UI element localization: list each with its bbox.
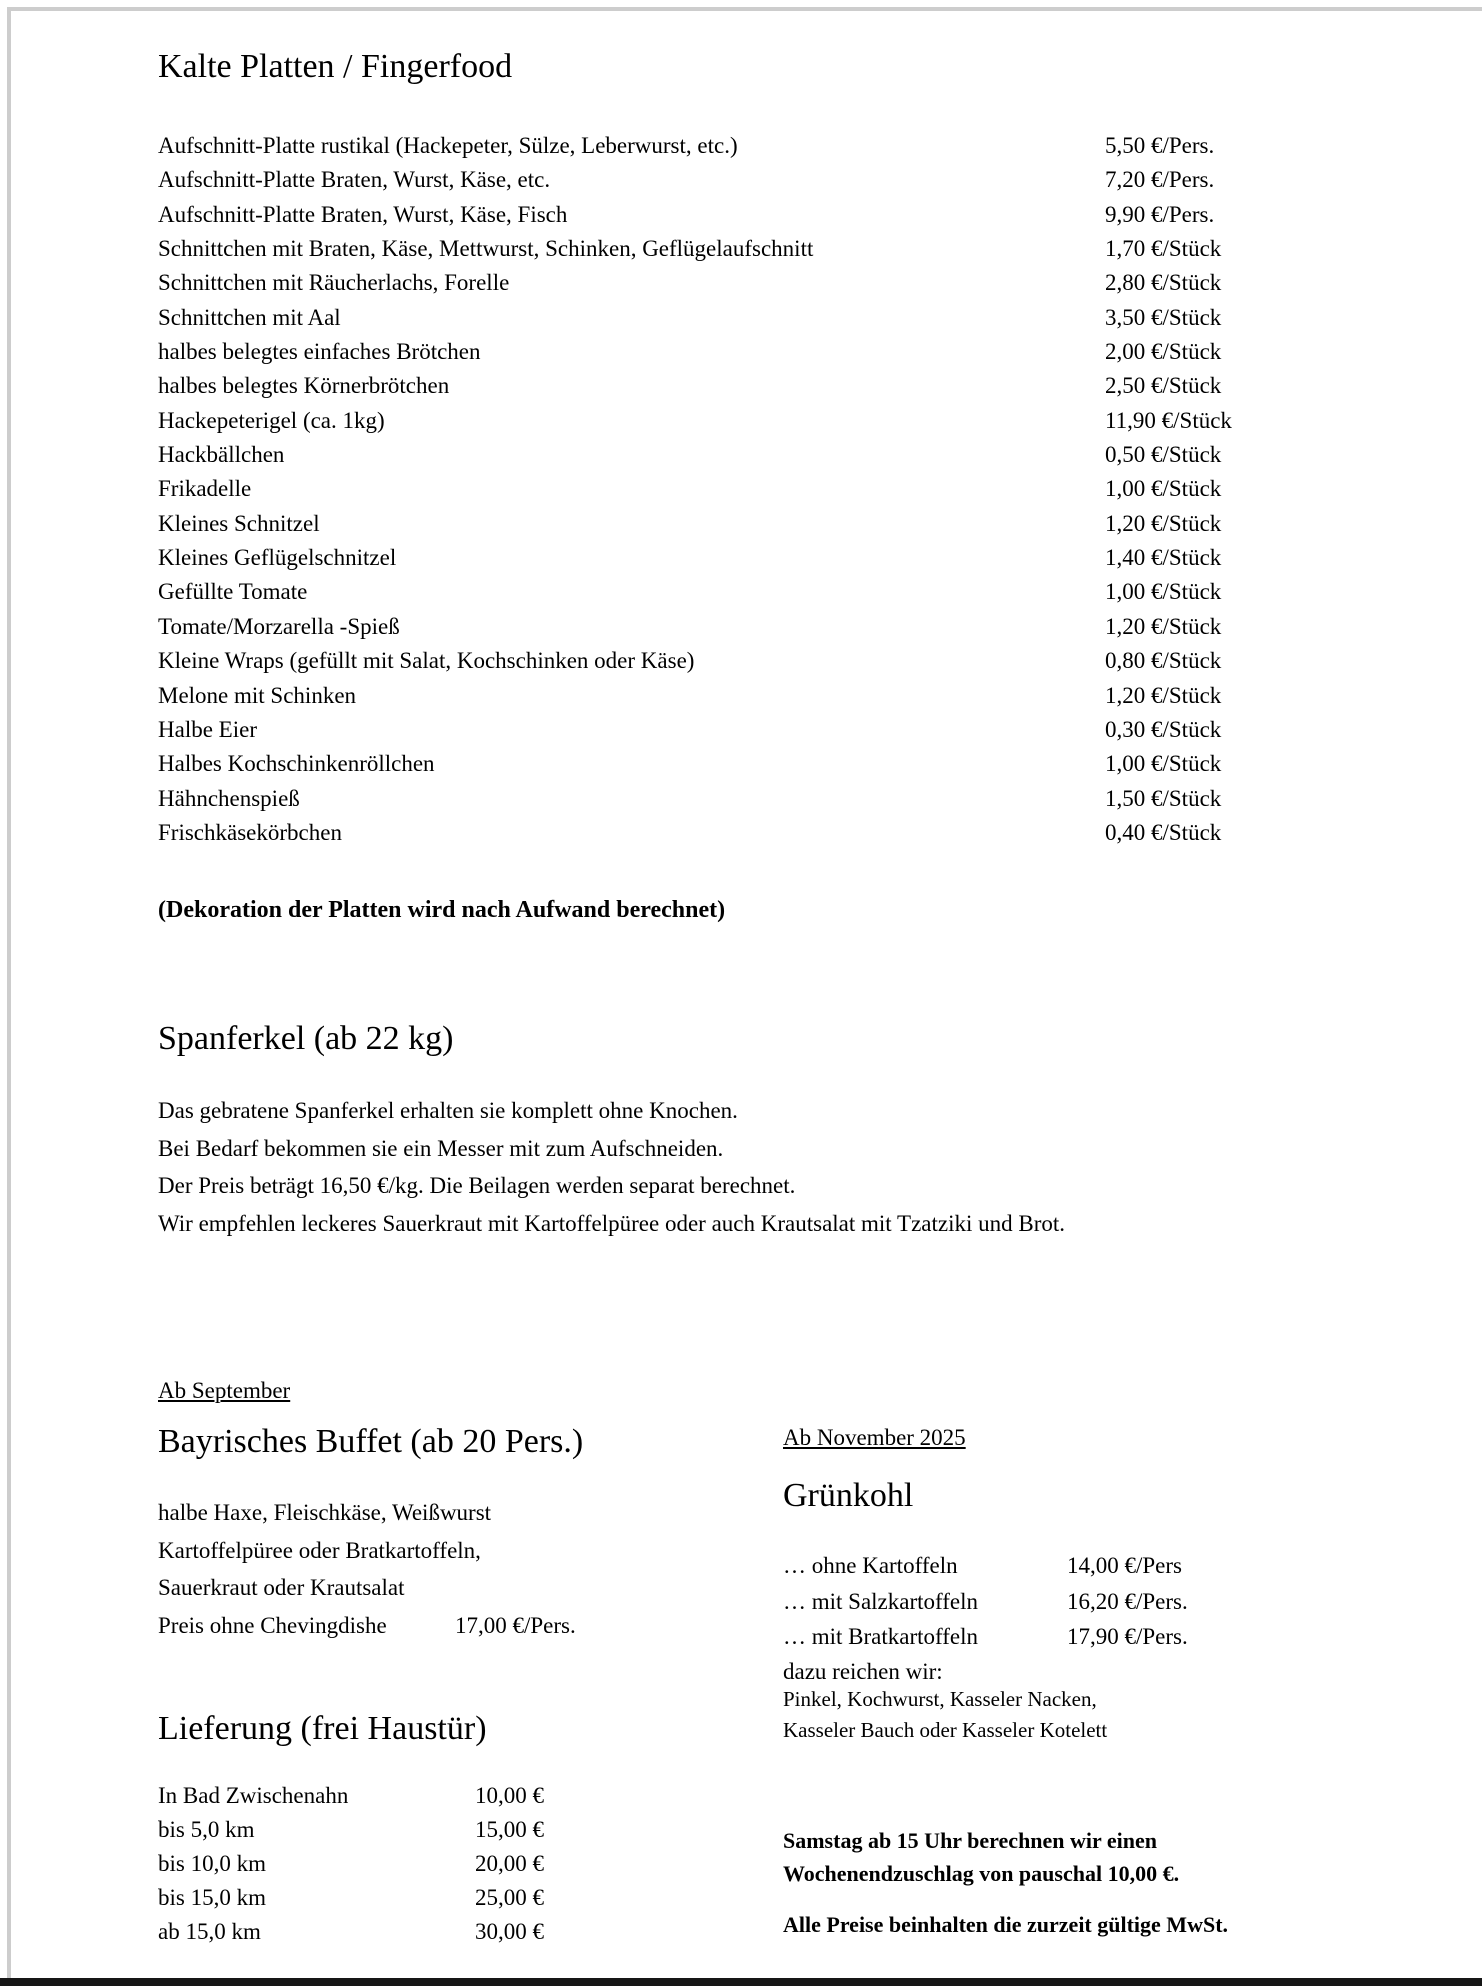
menu-item-name: Aufschnitt-Platte Braten, Wurst, Käse, etc. [158, 167, 551, 193]
gruenkohl-price-list [783, 1548, 1363, 1655]
delivery-price: 15,00 € [475, 1817, 544, 1842]
page-border-bottom [0, 1978, 1482, 1986]
delivery-row [158, 1915, 678, 1949]
vat-note: Alle Preise beinhalten die zurzeit gültige MwSt. [783, 1912, 1229, 1937]
buffet-price-label: Preis ohne Chevingdishe [158, 1613, 387, 1638]
menu-item-row [158, 369, 1448, 403]
gruenkohl-sides-line: Kasseler Bauch oder Kasseler Kotelett [783, 1718, 1108, 1742]
menu-item-name: Schnittchen mit Braten, Käse, Mettwurst, Schinken, Geflügelaufschnitt [158, 236, 814, 262]
menu-item-name: Hackbällchen [158, 442, 285, 468]
kalte-platten-price-list [158, 129, 1448, 850]
paragraph-line: Das gebratene Spanferkel erhalten sie komplett ohne Knochen. [158, 1098, 738, 1123]
menu-item-row [158, 816, 1448, 850]
menu-item-row [158, 438, 1448, 472]
gruenkohl-price: 16,20 €/Pers. [1067, 1588, 1188, 1614]
decoration-note: (Dekoration der Platten wird nach Aufwand berechnet) [158, 897, 726, 923]
delivery-zone: ab 15,0 km [158, 1919, 261, 1944]
delivery-price: 25,00 € [475, 1885, 544, 1910]
buffet-description-line: halbe Haxe, Fleischkäse, Weißwurst [158, 1500, 492, 1525]
delivery-price: 20,00 € [475, 1851, 544, 1876]
menu-item-row [158, 713, 1448, 747]
menu-item-name: Frischkäsekörbchen [158, 819, 342, 845]
menu-item-price: 1,00 €/Stück [1105, 579, 1222, 605]
menu-item-price: 1,00 €/Stück [1105, 476, 1222, 502]
menu-item-row [158, 198, 1448, 232]
menu-item-row [158, 575, 1448, 609]
gruenkohl-variant: … ohne Kartoffeln [783, 1553, 958, 1578]
delivery-zone: bis 10,0 km [158, 1851, 266, 1876]
delivery-zone: In Bad Zwischenahn [158, 1783, 349, 1808]
menu-item-price: 11,90 €/Stück [1105, 407, 1232, 433]
paragraph-line: Der Preis beträgt 16,50 €/kg. Die Beilagen werden separat berechnet. [158, 1173, 796, 1198]
menu-item-price: 5,50 €/Pers. [1105, 133, 1215, 158]
gruenkohl-extra-label: dazu reichen wir: [783, 1659, 943, 1684]
gruenkohl-variant: … mit Bratkartoffeln [783, 1624, 979, 1649]
delivery-row [158, 1881, 678, 1915]
menu-item-name: Halbes Kochschinkenröllchen [158, 751, 435, 777]
menu-item-price: 0,30 €/Stück [1105, 716, 1222, 742]
menu-item-name: Tomate/Morzarella -Spieß [158, 613, 400, 639]
menu-item-name: Aufschnitt-Platte rustikal (Hackepeter, Sülze, Leberwurst, etc.) [158, 133, 738, 158]
delivery-price: 10,00 € [475, 1783, 544, 1808]
section-title-spanferkel: Spanferkel (ab 22 kg) [158, 1020, 454, 1057]
ab-november-label: Ab November 2025 [783, 1425, 966, 1450]
menu-item-row [158, 129, 1448, 163]
gruenkohl-variant: … mit Salzkartoffeln [783, 1588, 979, 1614]
gruenkohl-sides [783, 1684, 1107, 1746]
menu-item-name: Kleines Schnitzel [158, 510, 320, 536]
buffet-description-line: Kartoffelpüree oder Bratkartoffeln, [158, 1537, 481, 1563]
menu-item-price: 0,80 €/Stück [1105, 648, 1222, 674]
gruenkohl-price: 17,90 €/Pers. [1067, 1624, 1188, 1649]
menu-item-price: 0,50 €/Stück [1105, 442, 1222, 468]
menu-item-row [158, 404, 1448, 438]
buffet-price-value: 17,00 €/Pers. [455, 1613, 576, 1638]
menu-item-name: Melone mit Schinken [158, 682, 357, 708]
menu-item-row [158, 472, 1448, 506]
menu-item-row [158, 644, 1448, 678]
gruenkohl-row [783, 1584, 1363, 1620]
buffet-price-row [158, 1607, 718, 1645]
menu-item-row [158, 335, 1448, 369]
menu-item-name: halbes belegtes einfaches Brötchen [158, 339, 481, 365]
menu-item-price: 1,20 €/Stück [1105, 510, 1222, 536]
menu-item-row [158, 541, 1448, 575]
weekend-surcharge-note: Samstag ab 15 Uhr berechnen wir einen Wochenendzuschlag von pauschal 10,00 €. [783, 1828, 1180, 1886]
paragraph-line: Bei Bedarf bekommen sie ein Messer mit zum Aufschneiden. [158, 1135, 724, 1161]
menu-item-row [158, 747, 1448, 781]
menu-item-name: Hackepeterigel (ca. 1kg) [158, 407, 385, 433]
menu-item-row [158, 266, 1448, 300]
menu-item-name: Aufschnitt-Platte Braten, Wurst, Käse, Fisch [158, 201, 568, 227]
lieferung-price-list [158, 1779, 678, 1949]
gruenkohl-row [783, 1619, 1363, 1655]
menu-item-price: 1,20 €/Stück [1105, 613, 1222, 639]
menu-item-name: Kleine Wraps (gefüllt mit Salat, Kochschinken oder Käse) [158, 648, 695, 674]
menu-item-price: 7,20 €/Pers. [1105, 167, 1215, 193]
menu-item-row [158, 610, 1448, 644]
menu-item-price: 2,00 €/Stück [1105, 339, 1222, 365]
gruenkohl-sides-line: Pinkel, Kochwurst, Kasseler Nacken, [783, 1687, 1097, 1711]
page-border-top [7, 7, 1482, 11]
menu-item-price: 1,00 €/Stück [1105, 751, 1222, 777]
menu-item-row [158, 301, 1448, 335]
section-title-bayrisches-buffet: Bayrisches Buffet (ab 20 Pers.) [158, 1423, 584, 1460]
menu-item-price: 2,50 €/Stück [1105, 373, 1222, 399]
gruenkohl-row [783, 1548, 1363, 1584]
menu-item-name: Halbe Eier [158, 716, 257, 742]
delivery-row [158, 1847, 678, 1881]
spanferkel-paragraph [158, 1092, 1328, 1242]
menu-item-row [158, 232, 1448, 266]
section-title-lieferung: Lieferung (frei Haustür) [158, 1710, 487, 1747]
menu-item-name: Gefüllte Tomate [158, 579, 308, 605]
menu-item-price: 0,40 €/Stück [1105, 819, 1222, 845]
buffet-description-line: Sauerkraut oder Krautsalat [158, 1575, 405, 1600]
menu-item-row [158, 679, 1448, 713]
delivery-zone: bis 5,0 km [158, 1817, 255, 1842]
menu-item-price: 9,90 €/Pers. [1105, 201, 1215, 227]
gruenkohl-price: 14,00 €/Pers [1067, 1553, 1182, 1578]
menu-item-name: Kleines Geflügelschnitzel [158, 545, 397, 571]
menu-item-price: 2,80 €/Stück [1105, 270, 1222, 296]
menu-item-row [158, 782, 1448, 816]
menu-item-price: 1,40 €/Stück [1105, 545, 1222, 571]
section-title-kalte-platten: Kalte Platten / Fingerfood [158, 48, 513, 85]
menu-item-row [158, 163, 1448, 197]
menu-item-name: halbes belegtes Körnerbrötchen [158, 373, 450, 399]
delivery-price: 30,00 € [475, 1919, 544, 1944]
menu-item-price: 1,50 €/Stück [1105, 785, 1222, 811]
delivery-row [158, 1779, 678, 1813]
menu-item-name: Hähnchenspieß [158, 785, 300, 811]
menu-item-row [158, 507, 1448, 541]
menu-item-name: Schnittchen mit Räucherlachs, Forelle [158, 270, 510, 296]
menu-item-price: 3,50 €/Stück [1105, 304, 1222, 330]
buffet-description [158, 1494, 718, 1607]
menu-item-price: 1,70 €/Stück [1105, 236, 1222, 262]
paragraph-line: Wir empfehlen leckeres Sauerkraut mit Kartoffelpüree oder auch Krautsalat mit Tzatziki und Brot. [158, 1210, 1066, 1236]
delivery-row [158, 1813, 678, 1847]
ab-september-label: Ab September [158, 1378, 291, 1403]
menu-item-name: Schnittchen mit Aal [158, 304, 341, 330]
page-border-left [7, 7, 11, 1979]
menu-item-price: 1,20 €/Stück [1105, 682, 1222, 708]
menu-item-name: Frikadelle [158, 476, 252, 502]
delivery-zone: bis 15,0 km [158, 1885, 266, 1910]
section-title-gruenkohl: Grünkohl [783, 1477, 914, 1514]
